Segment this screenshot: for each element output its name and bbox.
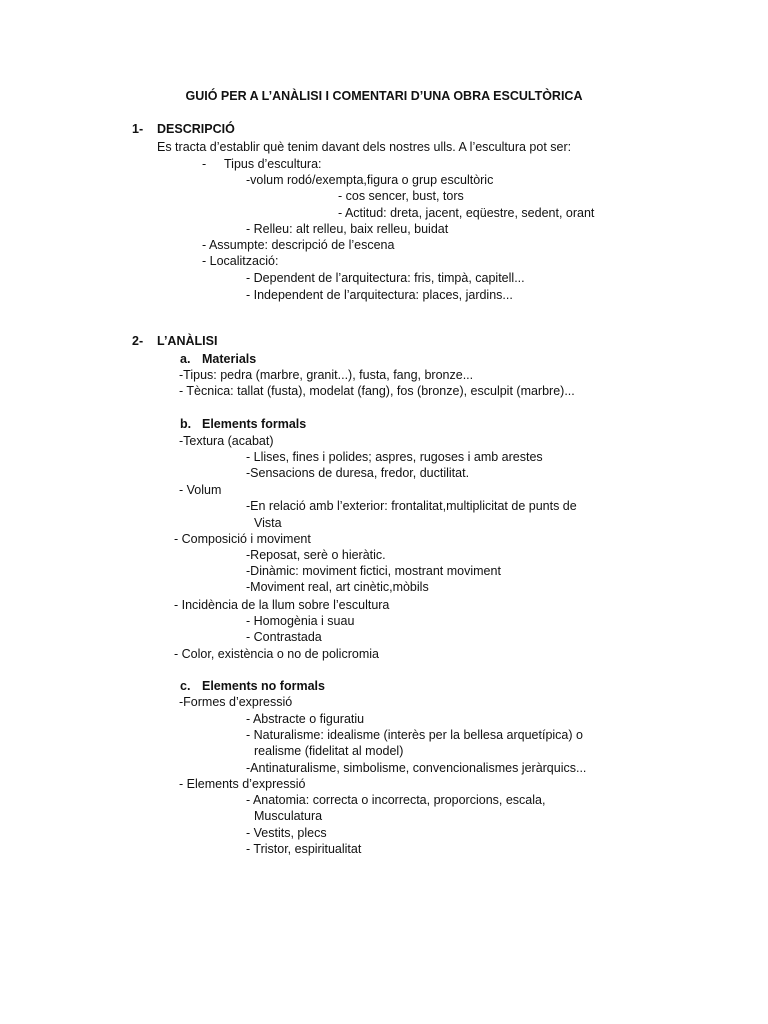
actitud: - Actitud: dreta, jacent, eqüestre, sedent, orant bbox=[338, 206, 595, 220]
llises: - Llises, fines i polides; aspres, rugoses i amb arestes bbox=[246, 450, 543, 464]
sensacions: -Sensacions de duresa, fredor, ductilitat. bbox=[246, 466, 470, 480]
subsection-c-heading: Elements no formals bbox=[202, 679, 325, 693]
subsection-a-label: a. bbox=[180, 352, 191, 366]
tristor: - Tristor, espiritualitat bbox=[246, 842, 362, 856]
section-1-heading: DESCRIPCIÓ bbox=[157, 122, 235, 136]
musculatura: Musculatura bbox=[254, 809, 323, 823]
homogenia: - Homogènia i suau bbox=[246, 614, 355, 628]
section-2-heading: L’ANÀLISI bbox=[157, 334, 218, 348]
relleu: - Relleu: alt relleu, baix relleu, buidat bbox=[246, 222, 449, 236]
naturalisme: - Naturalisme: idealisme (interès per la bellesa arquetípica) o bbox=[246, 728, 583, 742]
color-policromia: - Color, existència o no de policromia bbox=[174, 647, 379, 661]
relacio-exterior: -En relació amb l’exterior: frontalitat,multiplicitat de punts de bbox=[246, 499, 577, 513]
materials-tipus: -Tipus: pedra (marbre, granit...), fusta, fang, bronze... bbox=[179, 368, 474, 382]
cos-sencer: - cos sencer, bust, tors bbox=[338, 189, 464, 203]
vista: Vista bbox=[254, 516, 282, 530]
materials-tecnica: - Tècnica: tallat (fusta), modelat (fang), fos (bronze), esculpit (marbre)... bbox=[179, 384, 575, 398]
volum-rodo: -volum rodó/exempta,figura o grup escultòric bbox=[246, 173, 494, 187]
incidencia-llum: - Incidència de la llum sobre l’escultura bbox=[174, 598, 390, 612]
subsection-b-heading: Elements formals bbox=[202, 417, 307, 431]
anatomia: - Anatomia: correcta o incorrecta, proporcions, escala, bbox=[246, 793, 546, 807]
subsection-c-label: c. bbox=[180, 679, 191, 693]
dependent-arquitectura: - Dependent de l’arquitectura: fris, timpà, capitell... bbox=[246, 271, 525, 285]
assumpte: - Assumpte: descripció de l’escena bbox=[202, 238, 395, 252]
moviment-real: -Moviment real, art cinètic,mòbils bbox=[246, 580, 429, 594]
textura: -Textura (acabat) bbox=[179, 434, 274, 448]
localitzacio: - Localització: bbox=[202, 254, 279, 268]
section-1-number: 1- bbox=[132, 122, 144, 136]
formes-expressio: -Formes d’expressió bbox=[179, 695, 293, 709]
section-1-intro: Es tracta d’establir què tenim davant dels nostres ulls. A l’escultura pot ser: bbox=[157, 140, 572, 154]
dinamic: -Dinàmic: moviment fictici, mostrant moviment bbox=[246, 564, 501, 578]
composicio-moviment: - Composició i moviment bbox=[174, 532, 311, 546]
antinaturalisme: -Antinaturalisme, simbolisme, convencionalismes jeràrquics... bbox=[246, 761, 587, 775]
abstracte: - Abstracte o figuratiu bbox=[246, 712, 365, 726]
tipus-bullet: - bbox=[202, 157, 207, 171]
independent-arquitectura: - Independent de l’arquitectura: places, jardins... bbox=[246, 288, 513, 302]
subsection-b-label: b. bbox=[180, 417, 192, 431]
vestits: - Vestits, plecs bbox=[246, 826, 327, 840]
tipus-escultura: Tipus d’escultura: bbox=[224, 157, 322, 171]
elements-expressio: - Elements d’expressió bbox=[179, 777, 306, 791]
realisme: realisme (fidelitat al model) bbox=[254, 744, 404, 758]
subsection-a-heading: Materials bbox=[202, 352, 257, 366]
contrastada: - Contrastada bbox=[246, 630, 322, 644]
reposat: -Reposat, serè o hieràtic. bbox=[246, 548, 386, 562]
section-2-number: 2- bbox=[132, 334, 144, 348]
volum: - Volum bbox=[179, 483, 222, 497]
document-title: GUIÓ PER A L’ANÀLISI I COMENTARI D’UNA OBRA ESCULTÒRICA bbox=[185, 89, 583, 103]
